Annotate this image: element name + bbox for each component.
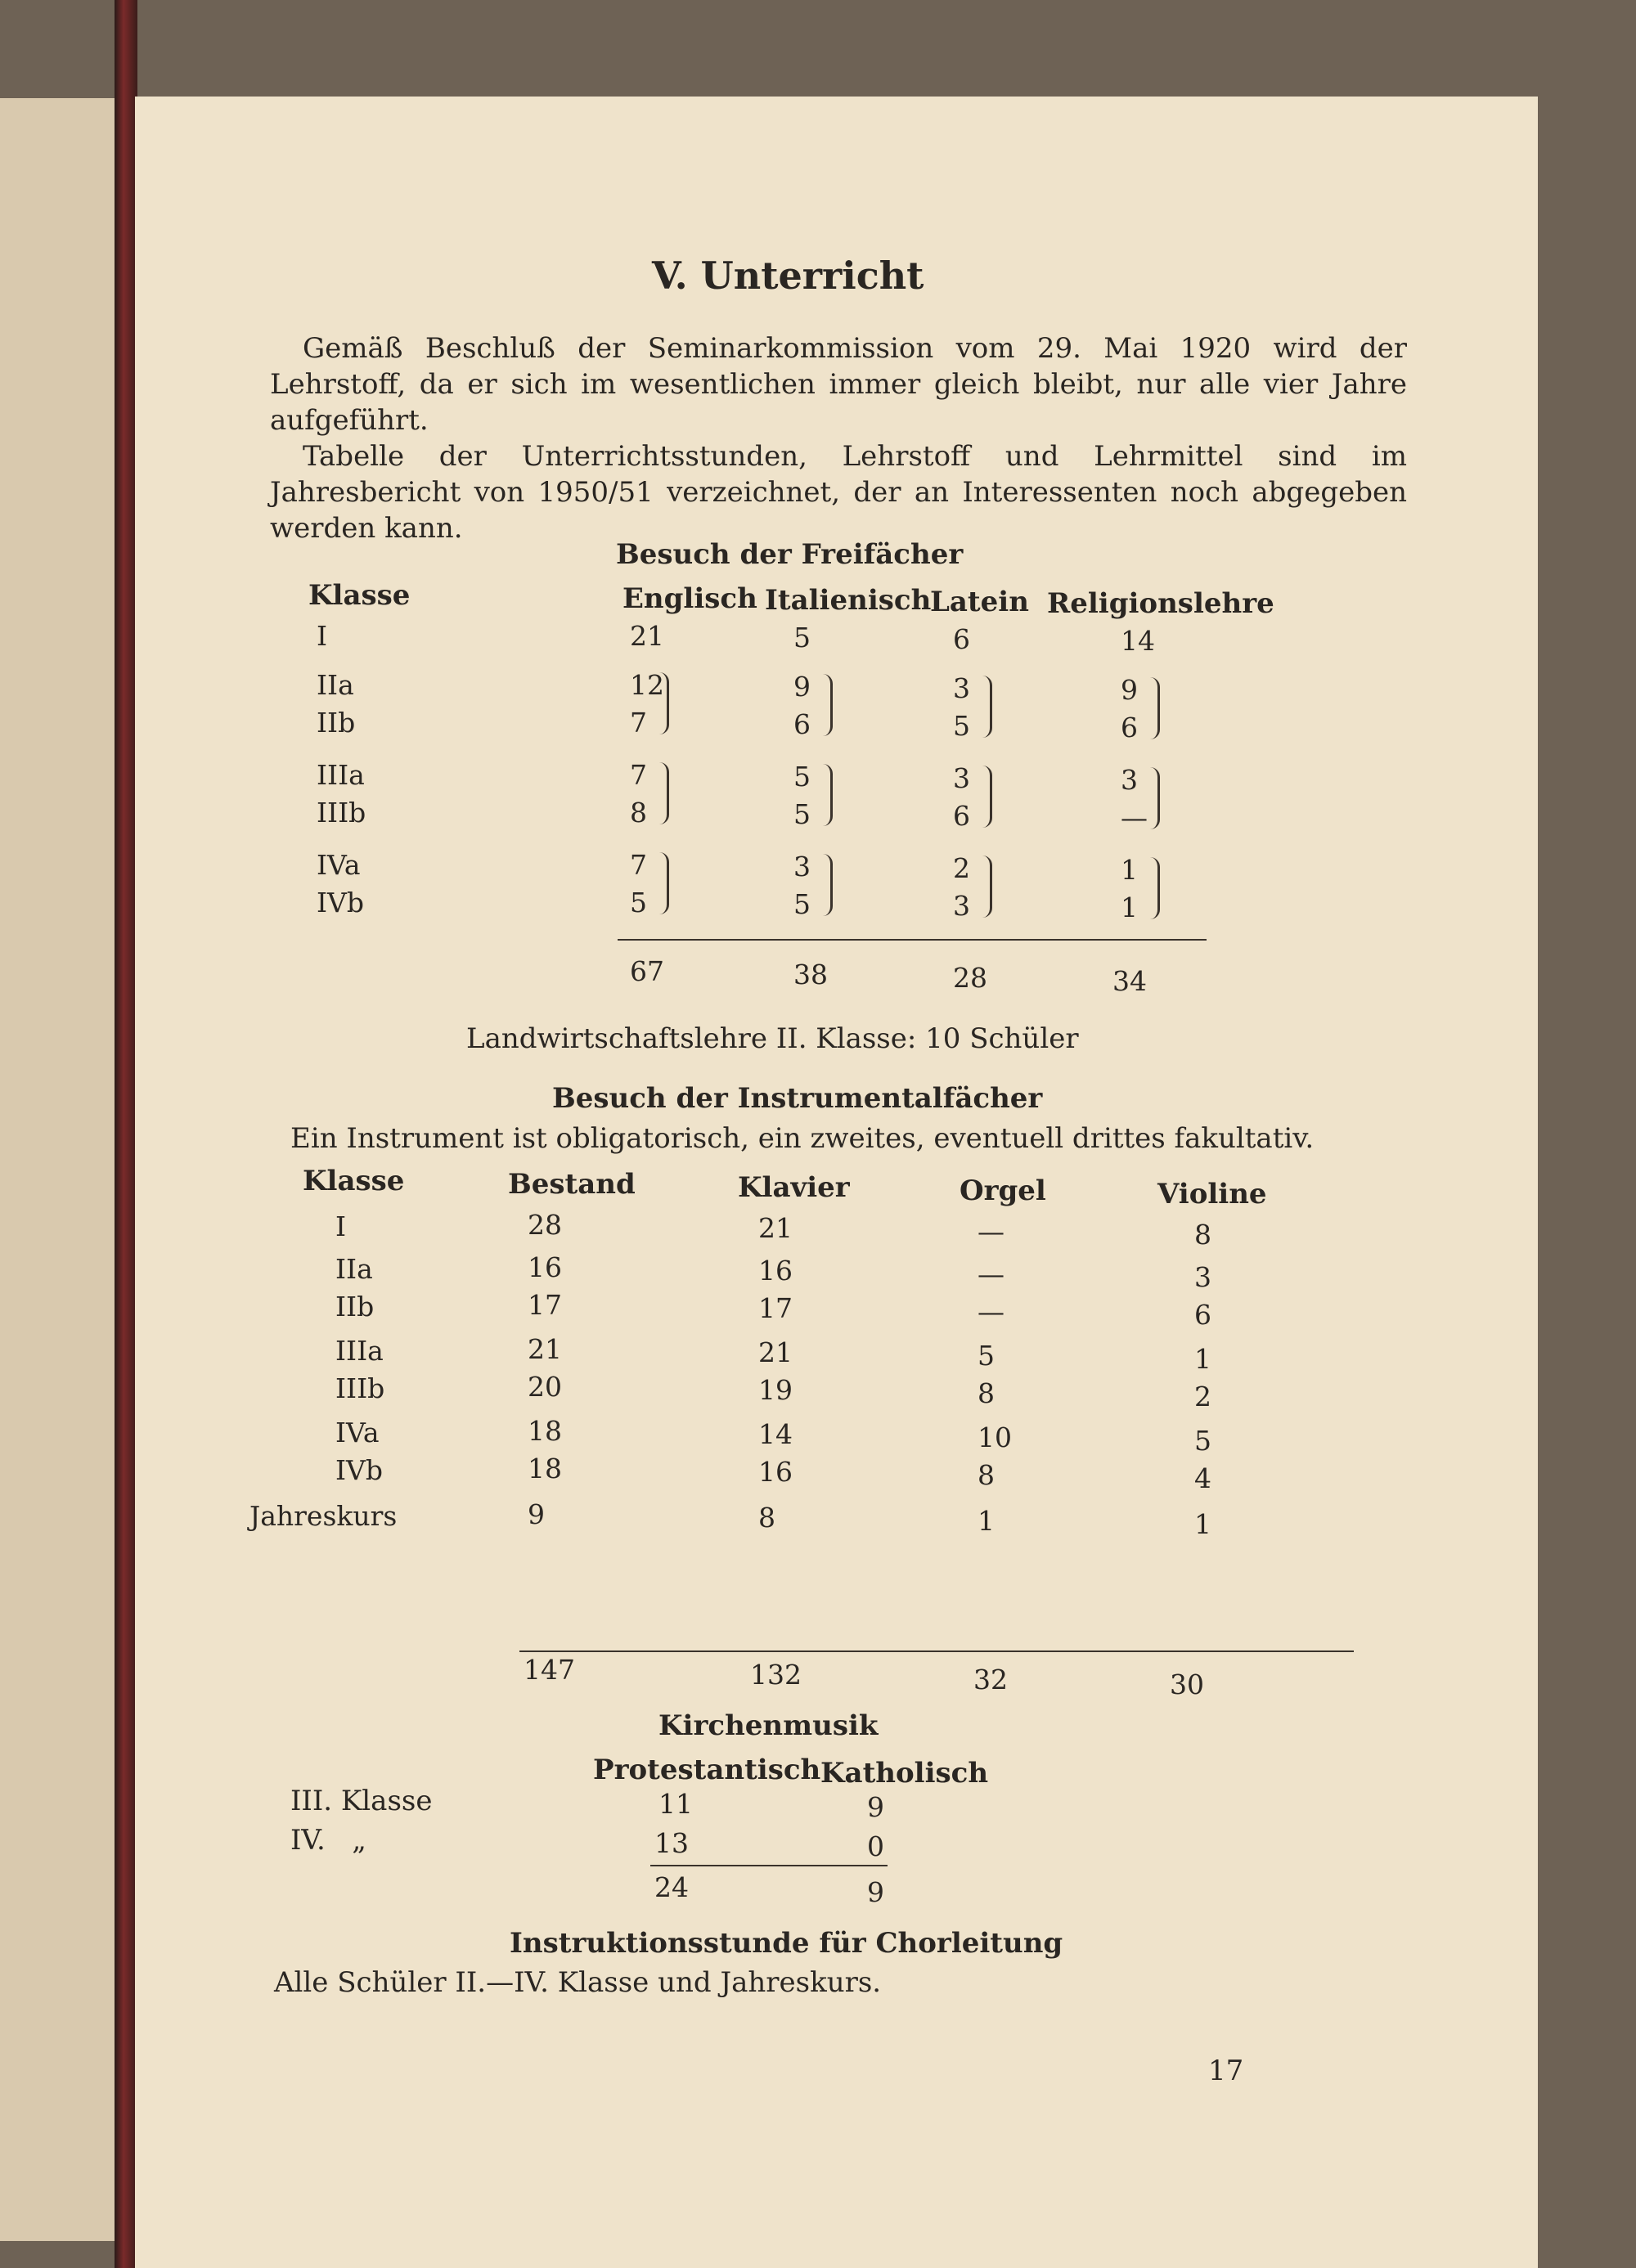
instrumente-cell-orgel: — — [978, 1296, 1005, 1327]
intro-paragraph-1: Gemäß Beschluß der Seminarkommission vom 29. Mai 1920 wird der Lehrstoff, da er sich im wesentlichen immer gleich bleibt, nur alle vier Jahre aufgeführt. — [270, 332, 1407, 437]
instrumente-cell-orgel: 10 — [978, 1421, 1012, 1453]
freifaecher-cell-latein: 2 — [953, 852, 970, 884]
instrumente-cell-orgel: — — [978, 1258, 1005, 1290]
freifaecher-cell-italienisch: 6 — [793, 708, 811, 740]
kirchenmusik-prot-value: 11 — [658, 1788, 693, 1820]
freifaecher-col-englisch: Englisch — [622, 582, 757, 615]
page-title: V. Unterricht — [652, 254, 924, 298]
instrumente-cell-violine: 3 — [1194, 1261, 1211, 1293]
chorleitung-text: Alle Schüler II.—IV. Klasse und Jahreskurs. — [274, 1966, 882, 1999]
instrumente-cell-klavier: 8 — [758, 1502, 775, 1534]
intro-text — [270, 330, 1407, 546]
freifaecher-col-religionslehre: Religionslehre — [1047, 587, 1274, 620]
instrumente-cell-klasse: IIIb — [335, 1372, 385, 1404]
instrumente-sum-rule — [519, 1650, 1354, 1652]
freifaecher-cell-latein: 5 — [953, 710, 970, 742]
instrumente-cell-klavier: 16 — [758, 1456, 793, 1488]
instrumente-total-violine: 30 — [1170, 1668, 1204, 1700]
instrumente-cell-klasse: IIa — [335, 1253, 373, 1285]
freifaecher-cell-klasse: IIIa — [317, 759, 365, 791]
instrumente-cell-violine: 5 — [1194, 1425, 1211, 1457]
freifaecher-cell-englisch: 7 — [630, 759, 647, 791]
instrumente-cell-violine: 6 — [1194, 1299, 1211, 1331]
instrumente-col-klasse: Klasse — [303, 1165, 405, 1197]
freifaecher-brace-religionslehre — [1149, 857, 1160, 919]
kirchenmusik-kath-value: 9 — [867, 1791, 884, 1823]
page-number: 17 — [1208, 2055, 1244, 2087]
freifaecher-brace-religionslehre — [1149, 767, 1160, 829]
freifaecher-cell-religionslehre: 1 — [1121, 854, 1138, 886]
freifaecher-col-latein: Latein — [930, 586, 1029, 618]
book-spine — [115, 0, 137, 2268]
freifaecher-cell-klasse: IIa — [317, 669, 354, 701]
instrumente-cell-bestand: 20 — [528, 1371, 562, 1403]
freifaecher-cell-latein: 3 — [953, 762, 970, 794]
kirchenmusik-row-label: III. Klasse — [290, 1785, 433, 1817]
instrumente-cell-violine: 1 — [1194, 1343, 1211, 1375]
freifaecher-cell-italienisch: 5 — [793, 798, 811, 830]
freifaecher-brace-englisch — [658, 852, 669, 914]
freifaecher-cell-klasse: IVa — [317, 849, 361, 881]
freifaecher-col-klasse: Klasse — [308, 579, 411, 612]
instrumente-cell-bestand: 18 — [528, 1453, 562, 1484]
instrumente-cell-orgel: 8 — [978, 1459, 995, 1491]
kirchenmusik-total-kath: 9 — [867, 1876, 884, 1908]
freifaecher-cell-latein: 6 — [953, 623, 970, 655]
instrumente-cell-orgel: 5 — [978, 1340, 995, 1372]
kirchenmusik-total-prot: 24 — [654, 1871, 689, 1903]
kirchenmusik-sum-rule — [650, 1865, 888, 1866]
instrumente-cell-bestand: 16 — [528, 1251, 562, 1283]
landwirtschaft-note: Landwirtschaftslehre II. Klasse: 10 Schüler — [466, 1022, 1079, 1055]
freifaecher-cell-religionslehre: 14 — [1121, 625, 1155, 657]
instrumente-col-violine: Violine — [1157, 1178, 1267, 1210]
freifaecher-cell-englisch: 8 — [630, 797, 647, 829]
freifaecher-total-religionslehre: 34 — [1112, 965, 1147, 997]
instrumente-total-bestand: 147 — [524, 1654, 575, 1686]
freifaecher-cell-klasse: IIIb — [317, 797, 366, 829]
instrumente-cell-bestand: 28 — [528, 1209, 562, 1241]
instrumente-cell-klasse: IIb — [335, 1291, 375, 1323]
instrumente-cell-violine: 8 — [1194, 1219, 1211, 1251]
freifaecher-col-italienisch: Italienisch — [765, 584, 932, 617]
instrumente-cell-bestand: 9 — [528, 1498, 545, 1530]
document-page — [135, 97, 1538, 2268]
freifaecher-cell-englisch: 7 — [630, 707, 647, 739]
instrumente-cell-klavier: 17 — [758, 1292, 793, 1324]
instrumente-cell-klasse: I — [335, 1210, 347, 1242]
instrumente-cell-klasse: Jahreskurs — [249, 1500, 398, 1532]
kirchenmusik-heading: Kirchenmusik — [658, 1709, 879, 1742]
freifaecher-cell-latein: 3 — [953, 672, 970, 704]
instrumente-cell-violine: 2 — [1194, 1381, 1211, 1412]
freifaecher-cell-englisch: 12 — [630, 669, 664, 701]
freifaecher-brace-latein — [982, 766, 992, 828]
freifaecher-cell-englisch: 5 — [630, 887, 647, 918]
kirchenmusik-row-label: IV. „ — [290, 1824, 366, 1857]
instrumente-cell-violine: 4 — [1194, 1462, 1211, 1494]
instrumente-col-klavier: Klavier — [738, 1171, 850, 1204]
freifaecher-cell-klasse: IIb — [317, 707, 356, 739]
instrumente-cell-klasse: IVa — [335, 1417, 380, 1448]
freifaecher-brace-italienisch — [822, 764, 833, 826]
instrumente-total-klavier: 132 — [750, 1659, 802, 1691]
freifaecher-sum-rule — [618, 939, 1207, 941]
freifaecher-brace-religionslehre — [1149, 677, 1160, 739]
freifaecher-cell-italienisch: 3 — [793, 851, 811, 882]
freifaecher-total-latein: 28 — [953, 962, 987, 994]
instrumente-cell-bestand: 18 — [528, 1415, 562, 1447]
instrumente-col-bestand: Bestand — [508, 1168, 636, 1201]
freifaecher-cell-englisch: 21 — [630, 620, 664, 652]
freifaecher-cell-latein: 6 — [953, 800, 970, 832]
freifaecher-cell-klasse: IVb — [317, 887, 364, 918]
instrumente-cell-klavier: 19 — [758, 1374, 793, 1406]
intro-paragraph-2: Tabelle der Unterrichtsstunden, Lehrstoff und Lehrmittel sind im Jahresbericht von 1950/51 verzeichnet, der an Interessenten noch abgegeben werden kann. — [270, 440, 1407, 545]
instrumente-cell-klasse: IIIa — [335, 1335, 384, 1367]
instrumente-cell-orgel: — — [978, 1215, 1005, 1247]
freifaecher-cell-religionslehre: 1 — [1121, 891, 1138, 923]
kirchenmusik-col-protestantisch: Protestantisch — [593, 1754, 821, 1786]
kirchenmusik-prot-value: 13 — [654, 1827, 689, 1859]
kirchenmusik-kath-value: 0 — [867, 1830, 884, 1862]
freifaecher-cell-religionslehre: 6 — [1121, 712, 1138, 743]
instrumente-cell-klavier: 14 — [758, 1418, 793, 1450]
freifaecher-cell-religionslehre: 3 — [1121, 764, 1138, 796]
instrumente-cell-klavier: 21 — [758, 1336, 793, 1368]
freifaecher-total-italienisch: 38 — [793, 959, 828, 990]
freifaecher-cell-klasse: I — [317, 620, 328, 652]
instrumente-heading: Besuch der Instrumentalfächer — [552, 1082, 1043, 1115]
instrumente-cell-klavier: 16 — [758, 1255, 793, 1287]
instrumente-total-orgel: 32 — [973, 1664, 1008, 1695]
instrumente-cell-klasse: IVb — [335, 1454, 383, 1486]
instrumente-col-orgel: Orgel — [960, 1174, 1046, 1207]
instrumente-cell-bestand: 21 — [528, 1333, 562, 1365]
instrumente-cell-bestand: 17 — [528, 1289, 562, 1321]
freifaecher-brace-englisch — [658, 762, 669, 824]
freifaecher-cell-italienisch: 9 — [793, 671, 811, 703]
instrumente-cell-klavier: 21 — [758, 1212, 793, 1244]
freifaecher-cell-latein: 3 — [953, 890, 970, 922]
freifaecher-cell-italienisch: 5 — [793, 888, 811, 920]
freifaecher-brace-italienisch — [822, 854, 833, 916]
instrumente-cell-violine: 1 — [1194, 1508, 1211, 1540]
freifaecher-brace-latein — [982, 676, 992, 738]
freifaecher-cell-religionslehre: — — [1121, 802, 1148, 833]
freifaecher-brace-englisch — [658, 672, 669, 734]
instrumente-intro: Ein Instrument ist obligatorisch, ein zweites, eventuell drittes fakultativ. — [290, 1122, 1315, 1155]
freifaecher-heading: Besuch der Freifächer — [616, 538, 964, 571]
freifaecher-total-englisch: 67 — [630, 955, 664, 987]
freifaecher-cell-italienisch: 5 — [793, 622, 811, 653]
freifaecher-cell-religionslehre: 9 — [1121, 674, 1138, 706]
freifaecher-brace-italienisch — [822, 674, 833, 736]
chorleitung-heading: Instruktionsstunde für Chorleitung — [510, 1927, 1063, 1960]
kirchenmusik-col-katholisch: Katholisch — [820, 1757, 989, 1790]
instrumente-cell-orgel: 8 — [978, 1377, 995, 1409]
instrumente-cell-orgel: 1 — [978, 1505, 995, 1537]
freifaecher-cell-italienisch: 5 — [793, 761, 811, 793]
freifaecher-brace-latein — [982, 856, 992, 918]
freifaecher-cell-englisch: 7 — [630, 849, 647, 881]
